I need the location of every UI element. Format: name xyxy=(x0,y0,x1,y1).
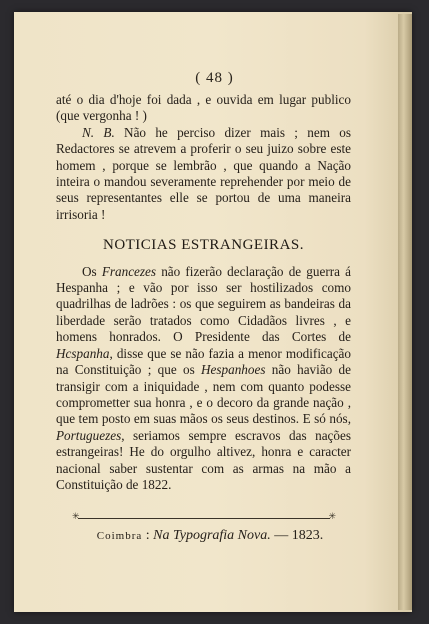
nb-text: Não he perciso dizer mais ; nem os Redactores se atrevem a proferir o seu juizo sobre este homem , porque se lembrão , que quando a Nação inteira o mandou severamente reprehender por meio de seus representantes elle se portou de uma maneira irrisoria ! xyxy=(56,124,351,222)
paragraph-news xyxy=(56,264,351,494)
news-italic-hcspanha: Hcspanha xyxy=(56,345,110,361)
imprint-separator: : xyxy=(142,528,154,543)
footer-rule xyxy=(72,511,336,522)
news-text-5: , seriamos sempre escravos das nações estrangeiras! He do orgulho altivez, honra e caracter nacional saber sustentar com as armas na mão a Constituição de 1822. xyxy=(56,427,351,492)
rule-line xyxy=(78,518,330,519)
news-text-1: Os xyxy=(82,263,102,279)
imprint-line xyxy=(60,528,360,544)
section-heading: NOTICIAS ESTRANGEIRAS. xyxy=(102,237,304,254)
imprint-city: Coimbra xyxy=(96,530,143,542)
news-text-4: não havião de transigir com a iniquidade , nem com quanto podesse comprometter sua honra , e o decoro da grande nação , que tem posto em suas mãos os seus destinos. E só nós, xyxy=(56,362,352,427)
book-spine xyxy=(398,14,412,610)
paragraph-continued: até o dia d'hoje foi dada , e ouvida em lugar publico (que vergonha ! ) xyxy=(56,92,351,124)
star-ornament-left: ✳ xyxy=(72,511,80,521)
nb-label: N. B. xyxy=(82,124,115,140)
star-ornament-right: ✳ xyxy=(328,511,336,521)
paragraph-nb xyxy=(56,125,351,223)
news-text-2: não fizerão declaração de guerra á Hespanha ; e vão por isso ser hostilizados como quadrilhas de ladrões : os que seguirem as bandeiras da liberdade serão tratados como Cidadãos livres , e homens honrados. O Presidente das Cortes de xyxy=(56,263,352,345)
page-body xyxy=(56,92,351,493)
news-italic-hespanhoes: Hespanhoes xyxy=(201,362,266,378)
page-number: ( 48 ) xyxy=(195,70,234,86)
news-italic-francezes: Francezes xyxy=(101,263,157,279)
imprint-dash: — xyxy=(270,528,292,543)
news-italic-portuguezes: Portuguezes xyxy=(56,427,122,443)
news-text-3: , disse que se não fazia a menor modificação na Constituição ; que os xyxy=(56,345,351,378)
imprint-press: Na Typografia Nova. xyxy=(153,528,271,543)
imprint-year: 1823. xyxy=(291,528,324,543)
